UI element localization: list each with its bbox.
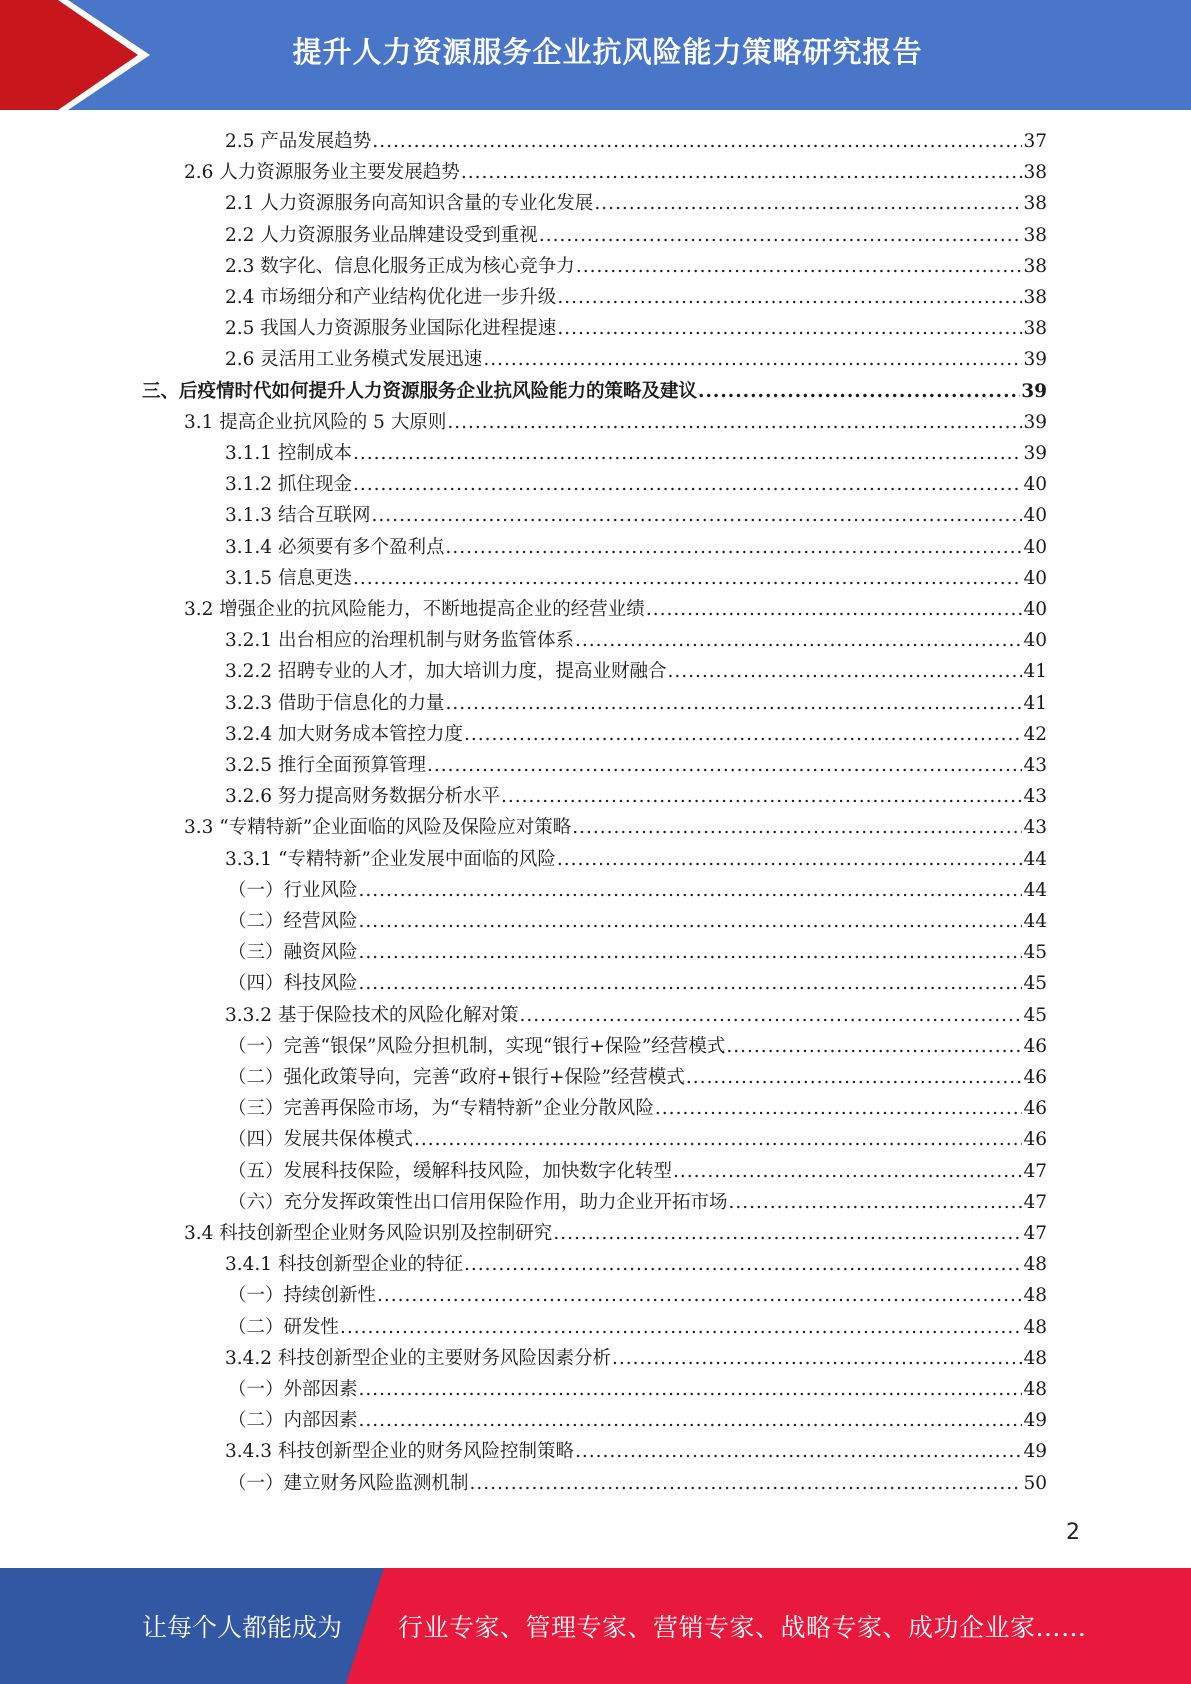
toc-entry[interactable]	[225, 846, 1047, 874]
toc-entry-page: 44	[1023, 848, 1047, 870]
toc-entry[interactable]	[225, 284, 1047, 312]
toc-entry-page: 44	[1023, 879, 1047, 901]
toc-entry-title: （四）科技风险	[228, 973, 358, 995]
toc-entry[interactable]	[228, 1282, 1047, 1310]
toc-dot-leader	[655, 1095, 1023, 1123]
toc-dot-leader	[359, 1407, 1023, 1435]
toc-entry-title: （二）强化政策导向，完善“政府+银行+保险”经营模式	[228, 1067, 685, 1088]
toc-dot-leader	[557, 315, 1022, 343]
toc-entry-title: （一）行业风险	[228, 879, 358, 901]
toc-dot-leader	[359, 970, 1023, 998]
toc-entry-page: 49	[1023, 1441, 1047, 1463]
toc-dot-leader	[372, 128, 1022, 156]
footer-slogan-left: 让每个人都能成为	[142, 1613, 343, 1642]
toc-entry[interactable]	[225, 752, 1047, 780]
toc-entry-title: 3.1 提高企业抗风险的 5 大原则	[184, 411, 447, 433]
toc-entry-title: （一）完善“银保”风险分担机制，实现“银行+保险”经营模式	[228, 1035, 726, 1057]
toc-entry[interactable]	[184, 409, 1047, 437]
toc-entry[interactable]	[225, 471, 1047, 499]
toc-dot-leader	[612, 1345, 1022, 1373]
toc-dot-leader	[576, 253, 1023, 281]
toc-entry-title: 3.2.6 努力提高财务数据分析水平	[225, 786, 500, 808]
toc-dot-leader	[464, 721, 1022, 749]
toc-entry[interactable]	[184, 1220, 1047, 1248]
toc-entry-page: 38	[1023, 224, 1047, 246]
toc-dot-leader	[353, 565, 1023, 593]
toc-entry-page: 39	[1023, 349, 1047, 371]
toc-entry-page: 40	[1023, 630, 1047, 652]
toc-entry-title: 3.3.2 基于保险技术的风险化解对策	[225, 1004, 519, 1026]
toc-entry-title: 2.5 我国人力资源服务业国际化进程提速	[225, 318, 557, 340]
toc-entry[interactable]	[228, 970, 1047, 998]
toc-entry[interactable]	[142, 378, 1047, 406]
toc-entry-title: 2.6 灵活用工业务模式发展迅速	[225, 349, 483, 371]
toc-dot-leader	[461, 159, 1023, 187]
toc-entry-title: 3.3.1 “专精特新”企业发展中面临的风险	[225, 848, 556, 870]
toc-entry-page: 39	[1023, 443, 1047, 464]
toc-entry-page: 48	[1023, 1285, 1047, 1307]
toc-entry-page: 41	[1023, 692, 1047, 714]
toc-entry-title: 2.4 市场细分和产业结构优化进一步升级	[225, 287, 557, 308]
toc-dot-leader	[553, 1220, 1022, 1248]
report-title: 提升人力资源服务企业抗风险能力策略研究报告	[292, 34, 923, 69]
toc-entry-page: 42	[1023, 723, 1047, 745]
toc-entry-title: 2.5 产品发展趋势	[225, 131, 372, 152]
toc-entry-title: 3.4.1 科技创新型企业的特征	[225, 1254, 463, 1276]
toc-entry-page: 43	[1023, 755, 1047, 776]
toc-dot-leader	[729, 1189, 1023, 1217]
toc-entry[interactable]	[228, 877, 1047, 905]
toc-entry-title: （一）持续创新性	[228, 1285, 377, 1307]
toc-entry-page: 38	[1023, 255, 1047, 277]
toc-dot-leader	[686, 1064, 1023, 1092]
toc-entry-page: 45	[1023, 942, 1047, 964]
toc-entry-title: （六）充分发挥政策性出口信用保险作用，助力企业开拓市场	[228, 1191, 728, 1213]
toc-entry[interactable]	[225, 440, 1047, 468]
toc-entry-page: 40	[1023, 505, 1047, 527]
toc-entry[interactable]	[228, 1126, 1047, 1154]
toc-entry-title: 三、后疫情时代如何提升人力资源服务企业抗风险能力的策略及建议	[142, 380, 698, 402]
toc-entry-title: （二）经营风险	[228, 911, 358, 932]
toc-entry[interactable]	[225, 690, 1047, 718]
toc-entry-page: 46	[1023, 1129, 1047, 1151]
toc-dot-leader	[698, 378, 1020, 406]
toc-entry-page: 48	[1023, 1316, 1047, 1338]
toc-entry[interactable]	[228, 1158, 1047, 1186]
toc-entry-title: 3.1.2 抓住现金	[225, 474, 352, 496]
toc-entry-page: 43	[1023, 786, 1047, 808]
toc-entry-page: 38	[1023, 287, 1047, 308]
toc-entry-page: 38	[1023, 318, 1047, 340]
toc-entry[interactable]	[225, 783, 1047, 811]
toc-entry[interactable]	[225, 534, 1047, 562]
toc-entry-title: 2.3 数字化、信息化服务正成为核心竞争力	[225, 255, 575, 277]
toc-entry-page: 48	[1023, 1254, 1047, 1276]
toc-entry-page: 40	[1023, 599, 1047, 620]
toc-entry[interactable]	[228, 1470, 1047, 1498]
toc-entry[interactable]	[228, 1314, 1047, 1342]
toc-dot-leader	[464, 1251, 1022, 1279]
page-footer	[0, 1568, 1191, 1684]
toc-dot-leader	[667, 658, 1022, 686]
toc-entry-title: 3.3 “专精特新”企业面临的风险及保险应对策略	[184, 817, 572, 839]
toc-entry[interactable]	[184, 596, 1047, 624]
toc-dot-leader	[353, 471, 1023, 499]
toc-entry-title: （二）研发性	[228, 1316, 340, 1338]
toc-entry-page: 50	[1023, 1472, 1047, 1494]
toc-entry-page: 47	[1023, 1191, 1047, 1213]
toc-entry-title: 2.6 人力资源服务业主要发展趋势	[184, 162, 460, 184]
toc-entry[interactable]	[225, 565, 1047, 593]
toc-entry-page: 46	[1023, 1067, 1047, 1088]
toc-entry-title: （一）建立财务风险监测机制	[228, 1472, 469, 1494]
toc-dot-leader	[539, 222, 1023, 250]
toc-entry-page: 46	[1023, 1098, 1047, 1120]
toc-entry[interactable]	[225, 222, 1047, 250]
toc-entry-title: 3.1.4 必须要有多个盈利点	[225, 536, 445, 558]
toc-dot-leader	[501, 783, 1022, 811]
toc-entry-title: （一）外部因素	[228, 1379, 358, 1400]
toc-entry[interactable]	[225, 1345, 1047, 1373]
toc-entry-title: （三）完善再保险市场，为“专精特新”企业分散风险	[228, 1098, 654, 1120]
toc-entry-title: 3.1.1 控制成本	[225, 443, 352, 464]
toc-entry-page: 40	[1023, 536, 1047, 558]
toc-entry-page: 39	[1023, 411, 1047, 433]
toc-entry[interactable]	[228, 1033, 1047, 1061]
toc-dot-leader	[414, 1126, 1022, 1154]
page-number: 2	[1066, 1520, 1080, 1545]
toc-entry-title: 3.2.1 出台相应的治理机制与财务监管体系	[225, 630, 574, 652]
toc-entry-page: 38	[1023, 193, 1047, 215]
toc-dot-leader	[359, 908, 1023, 936]
toc-entry-title: 3.1.3 结合互联网	[225, 505, 371, 527]
toc-entry-title: 2.2 人力资源服务业品牌建设受到重视	[225, 224, 538, 246]
toc-entry-title: 3.2.5 推行全面预算管理	[225, 755, 426, 776]
toc-dot-leader	[575, 627, 1022, 655]
toc-dot-leader	[673, 1158, 1022, 1186]
toc-dot-leader	[359, 939, 1023, 967]
toc-entry-title: 3.2.4 加大财务成本管控力度	[225, 723, 463, 745]
toc-dot-leader	[359, 877, 1023, 905]
toc-entry[interactable]	[228, 908, 1047, 936]
toc-entry-title: 2.1 人力资源服务向高知识含量的专业化发展	[225, 193, 594, 215]
toc-entry-title: 3.4.3 科技创新型企业的财务风险控制策略	[225, 1441, 574, 1463]
toc-entry[interactable]	[228, 1189, 1047, 1217]
toc-dot-leader	[445, 534, 1022, 562]
toc-dot-leader	[447, 409, 1022, 437]
toc-entry-title: （四）发展共保体模式	[228, 1129, 414, 1151]
toc-entry-page: 41	[1023, 661, 1047, 683]
toc-dot-leader	[377, 1282, 1022, 1310]
toc-entry[interactable]	[225, 253, 1047, 281]
toc-entry-title: （二）内部因素	[228, 1410, 358, 1432]
footer-slogan-right: 行业专家、管理专家、营销专家、战略专家、成功企业家……	[398, 1613, 1087, 1642]
toc-dot-leader	[557, 284, 1022, 312]
toc-entry-title: 3.2 增强企业的抗风险能力，不断地提高企业的经营业绩	[184, 599, 645, 620]
toc-dot-leader	[557, 846, 1023, 874]
toc-dot-leader	[427, 752, 1022, 780]
toc-dot-leader	[340, 1314, 1022, 1342]
toc-entry[interactable]	[225, 658, 1047, 686]
toc-entry-page: 45	[1023, 973, 1047, 995]
toc-entry[interactable]	[225, 1002, 1047, 1030]
toc-entry-title: 3.4.2 科技创新型企业的主要财务风险因素分析	[225, 1347, 611, 1369]
toc-dot-leader	[519, 1002, 1022, 1030]
toc-entry[interactable]	[184, 159, 1047, 187]
toc-entry-title: 3.4 科技创新型企业财务风险识别及控制研究	[184, 1223, 553, 1244]
toc-entry-page: 39	[1021, 380, 1047, 402]
toc-entry-title: （三）融资风险	[228, 942, 358, 964]
toc-dot-leader	[359, 1376, 1023, 1404]
toc-entry-page: 46	[1023, 1035, 1047, 1057]
toc-dot-leader	[445, 690, 1022, 718]
toc-dot-leader	[470, 1470, 1023, 1498]
toc-dot-leader	[575, 1438, 1022, 1466]
toc-entry[interactable]	[228, 1407, 1047, 1435]
toc-entry[interactable]	[228, 1095, 1047, 1123]
toc-entry-title: 3.1.5 信息更迭	[225, 567, 352, 589]
toc-entry-page: 37	[1023, 131, 1047, 152]
toc-entry[interactable]	[225, 627, 1047, 655]
toc-dot-leader	[646, 596, 1023, 624]
toc-entry[interactable]	[184, 814, 1047, 842]
toc-entry-page: 48	[1023, 1347, 1047, 1369]
toc-entry[interactable]	[228, 1376, 1047, 1404]
toc-entry-title: 3.2.3 借助于信息化的力量	[225, 692, 445, 714]
toc-entry[interactable]	[225, 1251, 1047, 1279]
toc-entry-page: 40	[1023, 474, 1047, 496]
toc-dot-leader	[726, 1033, 1022, 1061]
toc-dot-leader	[594, 190, 1022, 218]
toc-entry-page: 47	[1023, 1160, 1047, 1182]
toc-entry[interactable]	[225, 721, 1047, 749]
toc-dot-leader	[483, 346, 1022, 374]
toc-entry[interactable]	[228, 939, 1047, 967]
toc-entry-title: （五）发展科技保险，缓解科技风险，加快数字化转型	[228, 1160, 673, 1182]
toc-entry[interactable]	[228, 1064, 1047, 1092]
toc-entry[interactable]	[225, 128, 1047, 156]
toc-entry-page: 43	[1023, 817, 1047, 839]
toc-entry[interactable]	[225, 1438, 1047, 1466]
toc-dot-leader	[353, 440, 1023, 468]
toc-entry-page: 49	[1023, 1410, 1047, 1432]
toc-entry-page: 44	[1023, 911, 1047, 932]
toc-entry[interactable]	[225, 502, 1047, 530]
toc-entry-page: 47	[1023, 1223, 1047, 1244]
toc-dot-leader	[572, 814, 1022, 842]
toc-dot-leader	[371, 502, 1022, 530]
toc-entry-page: 48	[1023, 1379, 1047, 1400]
toc-entry[interactable]	[225, 346, 1047, 374]
toc-entry-title: 3.2.2 招聘专业的人才，加大培训力度，提高业财融合	[225, 661, 667, 683]
toc-entry[interactable]	[225, 315, 1047, 343]
toc-entry-page: 38	[1023, 162, 1047, 184]
toc-entry[interactable]	[225, 190, 1047, 218]
toc-entry-page: 45	[1023, 1004, 1047, 1026]
toc-entry-page: 40	[1023, 567, 1047, 589]
page-header	[0, 0, 1191, 110]
